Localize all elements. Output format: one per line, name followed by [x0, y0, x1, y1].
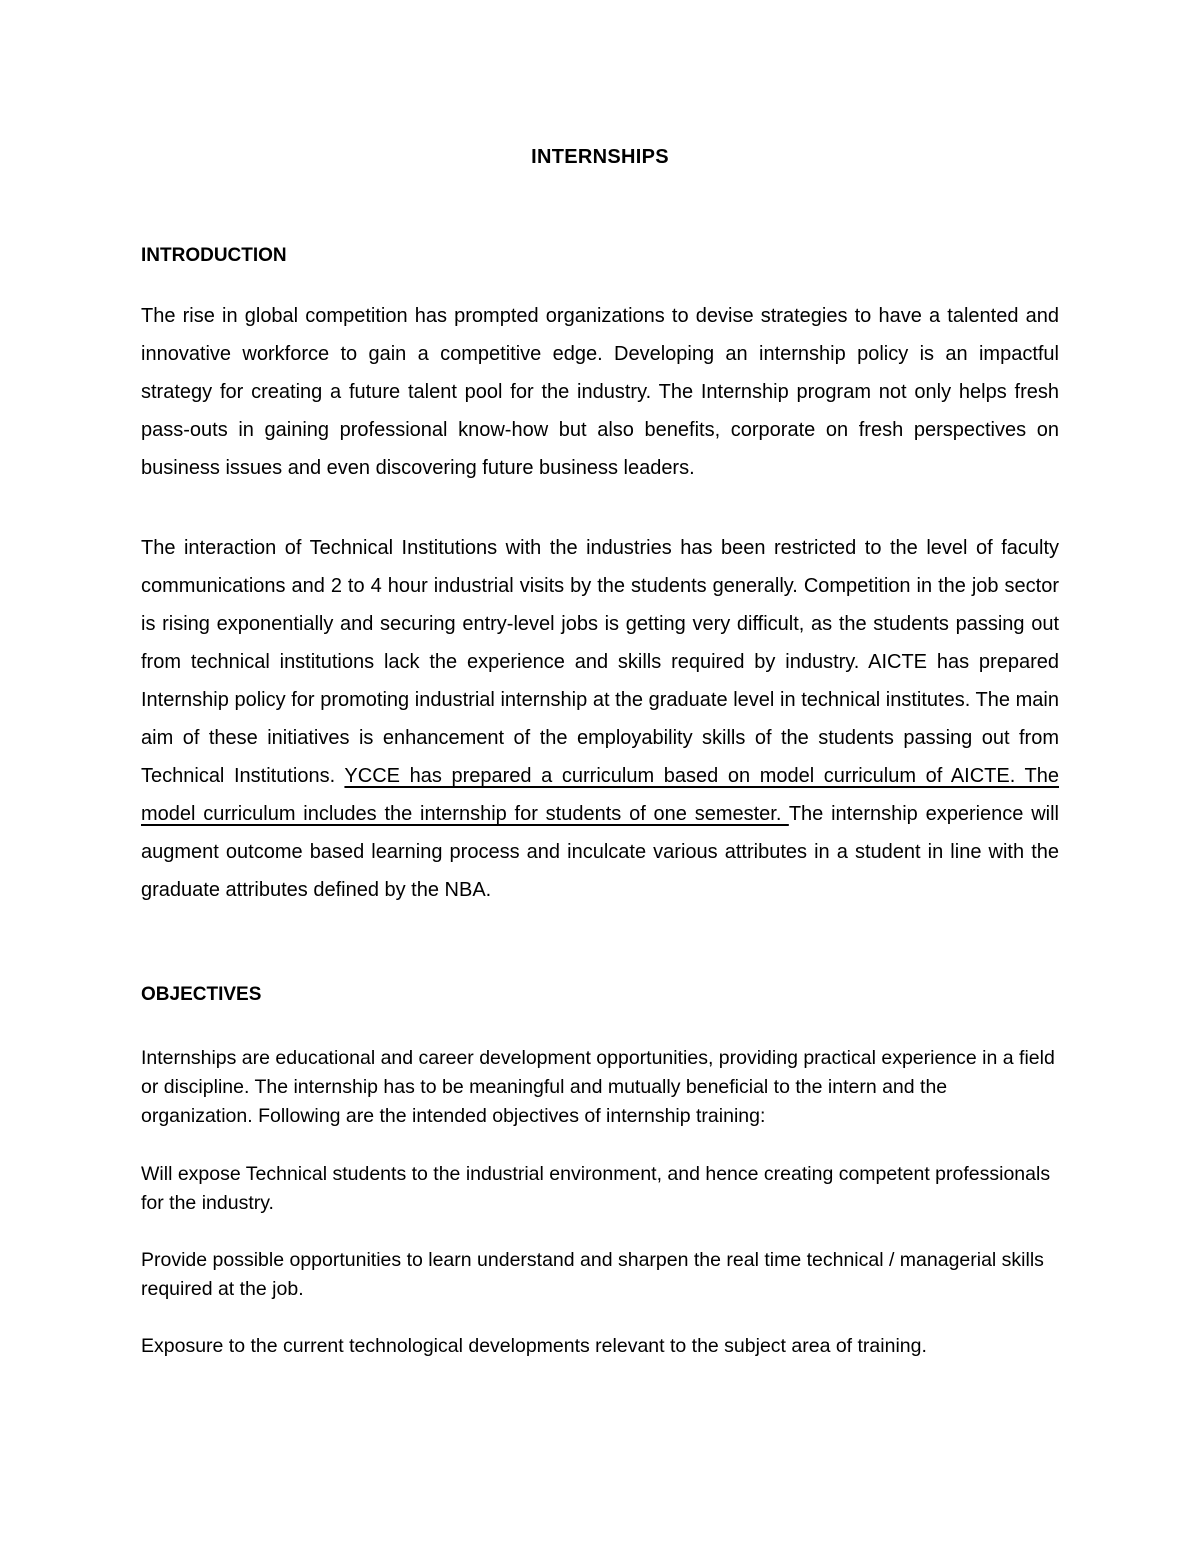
paragraph-2-start: The interaction of Technical Institutions with the industries has been restricted to the level of faculty communications and 2 to 4 hour industrial visits by the students generally. Competition in the job sector is rising exponentially and securing entry-level jobs is getting very difficult, as the students passing out from technical institutions lack the experience and skills required by industry. AICTE has prepared Internship policy for promoting industrial internship at the graduate level in technical institutes. The main aim of these initiatives is enhancement of the employability skills of the students passing out from Technical Institutions. [141, 537, 1059, 787]
paragraph-2-end: The internship experience will augment outcome based learning process and inculcate various attributes in a student in line with the graduate attributes defined by the NBA. [141, 803, 1059, 901]
introduction-paragraph-2 [141, 529, 1059, 909]
underlined-curriculum-note: YCCE has prepared a curriculum based on model curriculum of AICTE. The model curriculum includes the internship for students of one semester. [141, 765, 1060, 825]
objective-item: Exposure to the current technological developments relevant to the subject area of training. [141, 1335, 927, 1357]
introduction-paragraph-1: The rise in global competition has prompted organizations to devise strategies to have a talented and innovative workforce to gain a competitive edge. Developing an internship policy is an impactful strategy for creating a future talent pool for the industry. The Internship program not only helps fresh pass-outs in gaining professional know-how but also benefits, corporate on fresh perspectives on business issues and even discovering future business leaders. [141, 305, 1059, 479]
introduction-heading: INTRODUCTION [141, 245, 287, 266]
document-title: INTERNSHIPS [531, 146, 669, 168]
objective-item: Provide possible opportunities to learn understand and sharpen the real time technical / managerial skills required at the job. [141, 1249, 1044, 1300]
objectives-heading: OBJECTIVES [141, 984, 262, 1005]
objectives-intro: Internships are educational and career development opportunities, providing practical experience in a field or discipline. The internship has to be meaningful and mutually beneficial to the intern and the organization. Following are the intended objectives of internship training: [141, 1047, 1055, 1127]
objective-item: Will expose Technical students to the industrial environment, and hence creating competent professionals for the industry. [141, 1163, 1051, 1214]
